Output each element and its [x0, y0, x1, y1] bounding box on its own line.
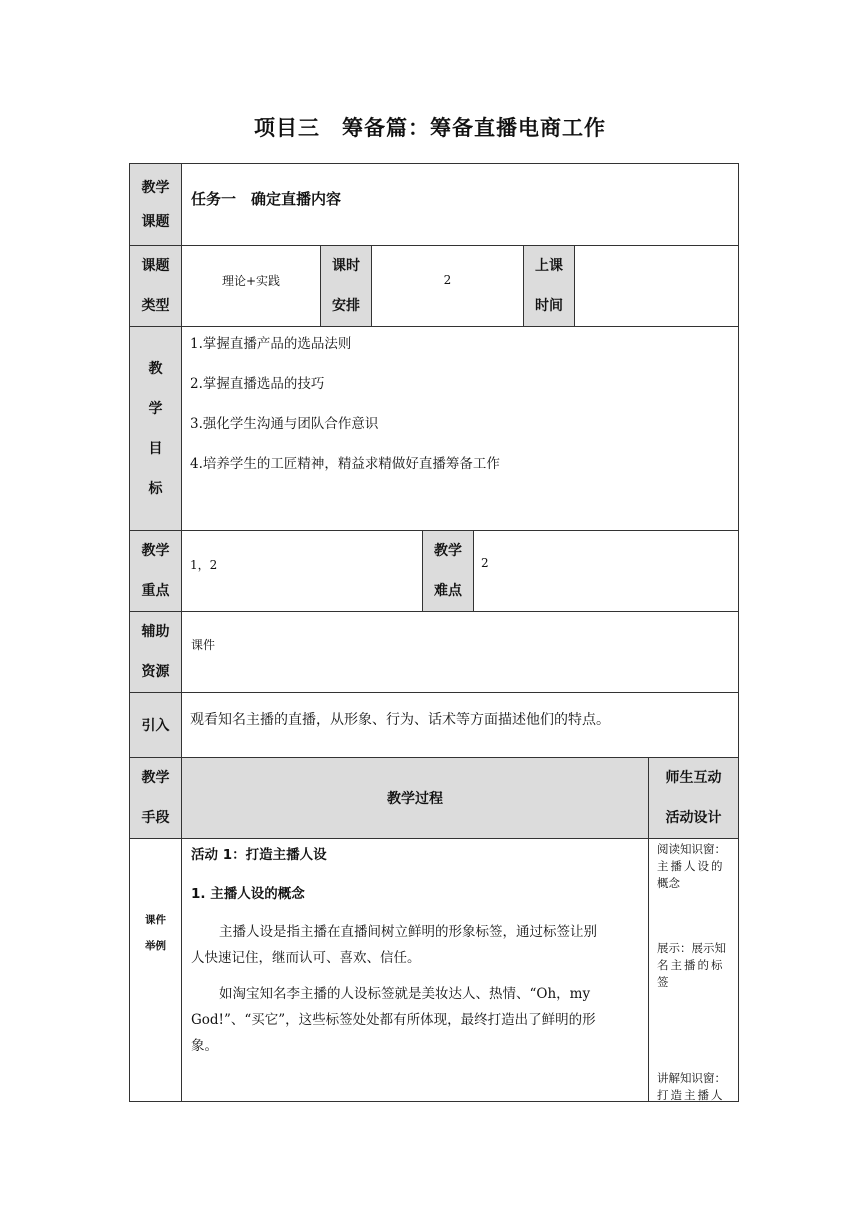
course-topic-label — [129, 163, 182, 246]
activity-design-header-line1: 师生互动 — [665, 770, 722, 786]
class-time-label-line1: 上课 — [535, 258, 563, 274]
side-note-explain — [649, 1068, 732, 1102]
paragraph-line: 主播人设是指主播在直播间树立鲜明的形象标签，通过标签让别 — [219, 924, 597, 940]
side-note-line: 打造主播人 — [657, 1088, 725, 1102]
course-topic-value — [181, 163, 739, 246]
objectives-list — [181, 326, 739, 531]
objectives-label-char2: 学 — [148, 400, 163, 417]
class-hours-label — [320, 245, 372, 327]
difficult-points-label-line1: 教学 — [434, 543, 462, 559]
resources-text: 课件 — [191, 638, 216, 652]
course-topic-label-line2: 课题 — [141, 213, 170, 230]
intro-label-text: 引入 — [141, 718, 170, 734]
objective-item: 1.掌握直播产品的选品法则 — [190, 336, 352, 352]
resources-label-line2: 资源 — [141, 664, 170, 680]
paragraph-definition — [191, 919, 640, 971]
class-time-label — [523, 245, 575, 327]
class-time-label-line2: 时间 — [535, 298, 563, 314]
resources-label — [129, 611, 182, 693]
difficult-points-label-line2: 难点 — [434, 583, 462, 599]
resources-label-line1: 辅助 — [141, 624, 170, 640]
objectives-label — [129, 326, 182, 531]
activity-design-header — [648, 757, 739, 839]
objective-item: 3.强化学生沟通与团队合作意识 — [190, 416, 379, 432]
key-points-label-line1: 教学 — [141, 543, 170, 559]
paragraph-line: 象。 — [191, 1038, 218, 1054]
teaching-process-header-text: 教学过程 — [387, 791, 443, 807]
side-note-line: 名主播的标 — [657, 958, 725, 972]
teaching-method-cell — [129, 838, 182, 1102]
side-note-display — [649, 938, 732, 991]
course-type-text: 理论+实践 — [221, 274, 281, 288]
difficult-points-text: 2 — [481, 556, 489, 570]
class-hours-label-line1: 课时 — [332, 258, 360, 274]
key-points-text: 1，2 — [190, 558, 218, 572]
page-title: 项目三 筹备篇：筹备直播电商工作 — [254, 116, 606, 140]
paragraph-example — [191, 981, 640, 1059]
side-note-line: 展示：展示知 — [657, 941, 726, 955]
objective-item: 4.培养学生的工匠精神，精益求精做好直播筹备工作 — [190, 456, 500, 472]
teaching-method-line1: 课件 — [145, 914, 166, 926]
activity-heading: 活动 1：打造主播人设 — [191, 847, 327, 863]
objective-item: 2.掌握直播选品的技巧 — [190, 376, 325, 392]
difficult-points-value — [473, 530, 739, 612]
activity-design-header-line2: 活动设计 — [665, 810, 722, 826]
paragraph-line: God!”、“买它”，这些标签处处都有所体现，最终打造出了鲜明的形 — [191, 1012, 596, 1028]
side-note-line: 概念 — [657, 876, 680, 890]
paragraph-line: 人快速记住，继而认可、喜欢、信任。 — [191, 950, 421, 966]
course-type-label — [129, 245, 182, 327]
teaching-method-line2: 举例 — [145, 940, 166, 952]
intro-label — [129, 692, 182, 758]
course-type-value — [181, 245, 321, 327]
objectives-label-char1: 教 — [148, 360, 163, 377]
teaching-method-header-line2: 手段 — [141, 810, 170, 826]
intro-value — [181, 692, 739, 758]
section-heading: 1. 主播人设的概念 — [191, 886, 305, 902]
key-points-label-line2: 重点 — [141, 583, 170, 599]
intro-text: 观看知名主播的直播，从形象、行为、话术等方面描述他们的特点。 — [190, 712, 610, 728]
objectives-label-char3: 目 — [148, 440, 163, 457]
activity-design-cell — [648, 838, 739, 1102]
teaching-method-header — [129, 757, 182, 839]
side-note-line: 阅读知识窗： — [657, 842, 726, 856]
course-type-label-line1: 课题 — [141, 258, 170, 274]
class-hours-label-line2: 安排 — [332, 298, 360, 314]
resources-value — [181, 611, 739, 693]
class-time-value — [574, 245, 739, 327]
course-topic-text: 任务一 确定直播内容 — [191, 190, 342, 208]
key-points-value — [181, 530, 423, 612]
difficult-points-label — [422, 530, 474, 612]
teaching-process-header — [181, 757, 649, 839]
paragraph-line: 如淘宝知名李主播的人设标签就是美妆达人、热情、“Oh，my — [219, 986, 591, 1002]
teaching-process-cell — [181, 838, 649, 1102]
course-type-label-line2: 类型 — [141, 298, 170, 314]
class-hours-value — [371, 245, 524, 327]
objectives-label-char4: 标 — [148, 480, 163, 497]
teaching-method-header-line1: 教学 — [141, 770, 170, 786]
side-note-reading — [649, 839, 732, 892]
side-note-line: 签 — [657, 975, 669, 989]
side-note-line: 主播人设的 — [657, 859, 725, 873]
class-hours-text: 2 — [443, 273, 452, 287]
course-topic-label-line1: 教学 — [141, 179, 170, 196]
key-points-label — [129, 530, 182, 612]
side-note-line: 讲解知识窗： — [657, 1071, 726, 1085]
